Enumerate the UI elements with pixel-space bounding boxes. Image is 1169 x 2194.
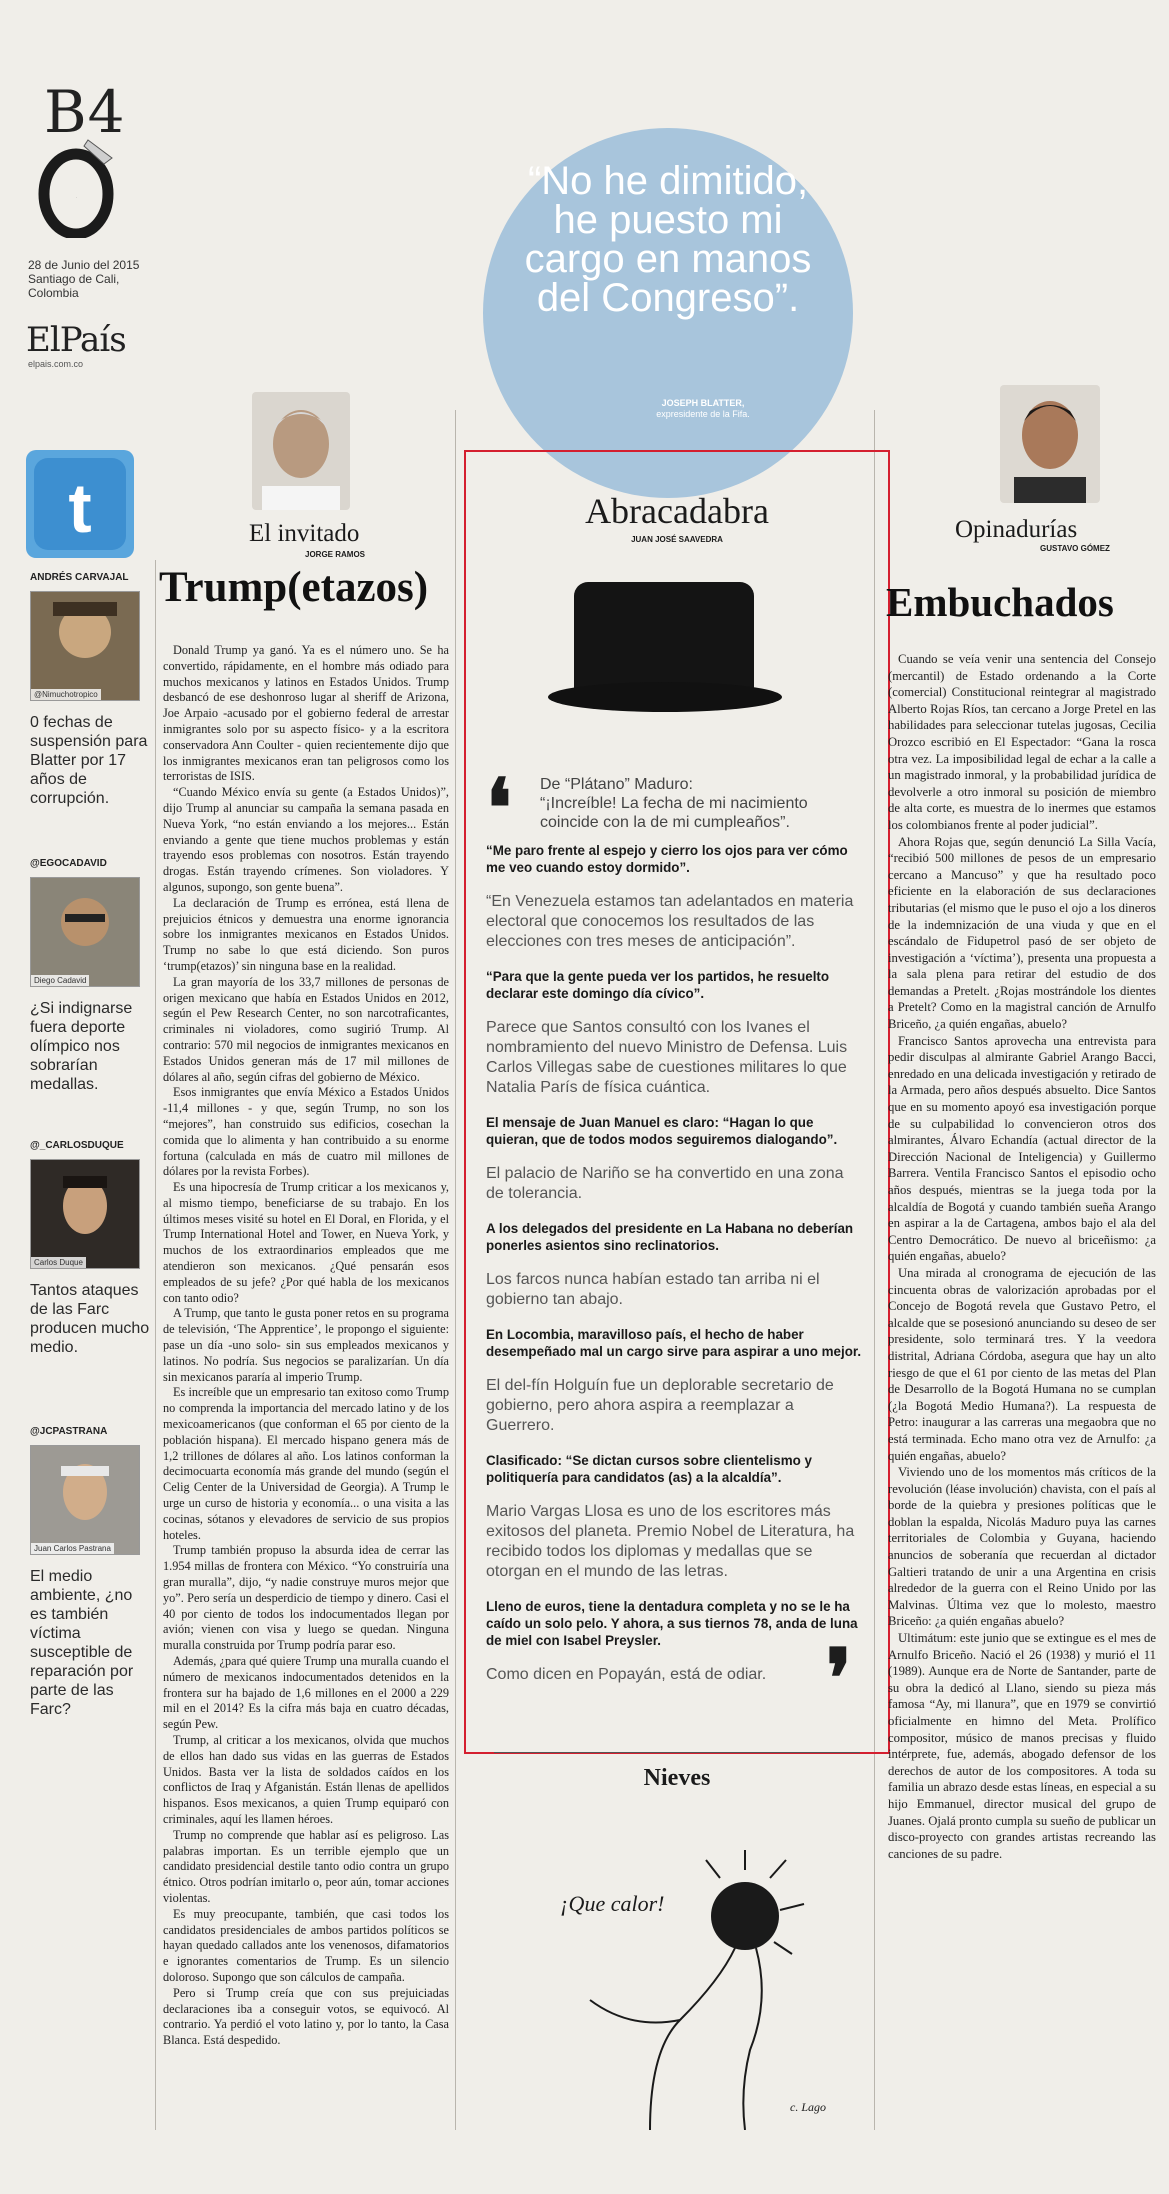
cartoon-signature: c. Lago [790, 2100, 826, 2114]
article-paragraph: Francisco Santos aprovecha una entrevista para pedir disculpas al almirante Gabriel Arango Bacci, enredado en una delicada investigación y retirado de la Armada, pero años después absuelto. Dice Santos que en su momento apoyó esa investigación porque de su culpabilidad lo convencieron otros dos almirantes, Álvaro Echandía (actual director de la Dirección Nacional de Inteligencia) y Guillermo Barrera. Ventila Francisco Santos el episodio ocho años después, mientras se la juega toda por la alcaldía de Bogotá y cuando también sueña Arango en aspirar a la de Cartagena, ambos bajo el ala del Centro Democrático. De nuevo al briceñismo: ¿a quién engañas, abuelo? [888, 1033, 1156, 1264]
center-item: “Me paro frente al espejo y cierro los ojos para ver cómo me veo cuando estoy dormido”. [486, 843, 848, 875]
cartoon-speech: ¡Que calor! [560, 1891, 665, 1916]
center-item: El del-fín Holguín fue un deplorable secretario de gobierno, pero ahora aspira a reemplazar a Guerrero. [486, 1377, 834, 1434]
article-headline: Embuchados [886, 579, 1114, 625]
article-paragraph: Donald Trump ya ganó. Ya es el número uno. Se ha convertido, rápidamente, en el hombre más odiado para muchos mexicanos y latinos en Estados Unidos. Trump desbancó de ese deshonroso lugar al sheriff de Arizona, Joe Arpaio -acusado por el gobierno federal de arrestar inmigrantes solo por su aspecto físico- y a la escritora conservadora Ann Coulter - quien recientemente dijo que los inmigrantes mexicanos eran tan peligrosos como los terroristas de ISIS. [163, 643, 449, 784]
article-body [163, 643, 449, 2049]
close-quote-icon: ❜ [826, 1636, 852, 1724]
article-paragraph: A Trump, que tanto le gusta poner retos en su programa de televisión, ‘The Apprentice’, le propongo el siguiente: pase un día -uno solo- sin sus empleados mexicanos y latinos. No podría. Sus negocios se paralizarían. Un día sin mexicanos pararía al imperio Trump. [163, 1306, 449, 1384]
article-body [888, 651, 1156, 1862]
center-item: El palacio de Nariño se ha convertido en una zona de tolerancia. [486, 1165, 844, 1202]
center-item: Clasificado: “Se dictan cursos sobre clientelismo y politiquería para candidatos (as) a la alcaldía”. [486, 1453, 812, 1485]
quote-author-role: expresidente de la Fifa. [656, 409, 750, 419]
pull-quote: “No he dimitido, he puesto mi cargo en manos del Congreso”. [524, 159, 812, 320]
column-section-title: Opinadurías [955, 516, 1078, 543]
article-paragraph: Cuando se veía venir una sentencia del Consejo (mercantil) de Estado ordenando a la Corte (comercial) Constitucional reintegrar al magistrado Alberto Rojas Ríos, tan cercano a Jorge Pretel en las habilidades para seleccionar tutelas jugosas, Cecilia Orozco escribió en El Espectador: “Gana la rosca otra vez. La imposibilidad legal de echar a la calle a un magistrado inmoral, y la probabilidad jurídica de devolverle a otro inmoral su posición de miembro de alta corte, es muestra de lo inermes que estamos los colombianos frente al poder judicial”. [888, 652, 1156, 832]
center-item: En Locombia, maravilloso país, el hecho de haber desempeñado mal un cargo sirve para aspirar a uno mejor. [486, 1327, 862, 1359]
cartoon-drawing [530, 1830, 860, 2130]
sidebar-item [30, 858, 150, 1094]
sidebar-item [30, 1426, 150, 1719]
article-paragraph: Ahora Rojas que, según denunció La Silla Vacía, “recibió 500 millones de pesos de un empresario cercano a Mancuso” y que ha resultado poco eficiente en la elaboración de sus declaraciones tributarias (el mismo que le puso el ojo a los dineros de la indemnización de una viuda y que en el escándalo de Fidupetrol pasó de ser objeto de investigación a ‘víctima’), presenta una propuesta a la sala plena para retirar del estudio de dos demandas a Pretelt. ¿Rojas mostrándole los dientes a Pretelt? Como en la magistral canción de Arnulfo Briceño, ¿a quién engañas, abuelo? [888, 834, 1156, 1032]
sidebar-text: 0 fechas de suspensión para Blatter por 17 años de corrupción. [30, 714, 148, 807]
article-paragraph: Trump no comprende que hablar así es peligroso. Las palabras importan. Es un terrible ejemplo que un candidato presidencial destile tanto odio contra un grupo étnico. Otros podrían imitarlo o, peor aún, tomar acciones violentas. [163, 1827, 449, 1905]
quote-attribution [603, 398, 803, 420]
article-paragraph: Viviendo uno de los momentos más críticos de la revolución (léase involución) chavista, con el país al borde de la quiebra y presiones políticas que le doblan la espalda, Nicolás Maduro puya las carnes territoriales de Colombia y Guyana, haciendo anuncios de soberanía que recuerdan al dictador Galtieri tratando de unir a una Argentina en crisis alrededor de la guerra con el Reino Unido por las Malvinas. Última vez que lo molesto, maestro Briceño: ¿a quién engañas abuelo? [888, 1465, 1156, 1629]
section-logo [36, 138, 126, 238]
photo-caption: @Nimuchotropico [31, 689, 101, 700]
article-paragraph: “Cuando México envía su gente (a Estados Unidos)”, dijo Trump al anunciar su campaña la semana pasada en Nueva York, “no están enviando a los mejores... Están enviando a gente que tiene muchos problemas y están trayendo esos problemas con nosotros. Están trayendo drogas. Están trayendo crímenes. Son violadores. Y algunos, supongo, son gente buena”. [163, 785, 449, 894]
sidebar-handle: @EGOCADAVID [30, 858, 107, 869]
photo-caption: Carlos Duque [31, 1257, 86, 1268]
newspaper-name: ElPaís [26, 320, 126, 360]
article-paragraph: Esos inmigrantes que envía México a Estados Unidos -11,4 millones - y que, según Trump, no son los “mejores”, han construido sus edificios, cosechan la comida que lo alimenta y han contribuido a su enorme fortuna (calculada en más de cuatro mil millones de dólares por la revista Forbes). [163, 1085, 449, 1179]
sidebar-handle: @JCPASTRANA [30, 1426, 108, 1437]
article-paragraph: Trump también propuso la absurda idea de cerrar las 1.954 millas de frontera con México. “Yo construiría una gran muralla”, dijo, “y nadie construye muros mejor que yo”. Pero sería un desperdicio de tiempo y dinero. Casi el 40 por ciento de todos los indocumentados llegan por avión; vienen con visa y luego se quedan. Ninguna muralla construida por Trump podría parar eso. [163, 1543, 449, 1653]
center-item: Como dicen en Popayán, está de odiar. [486, 1666, 767, 1683]
sidebar-text: Tantos ataques de las Farc producen mucho medio. [30, 1282, 150, 1356]
top-hat-icon [574, 582, 754, 692]
sidebar-item [30, 1140, 150, 1357]
center-item: Los farcos nunca habían estado tan arriba ni el gobierno tan abajo. [486, 1271, 820, 1308]
center-item: Lleno de euros, tiene la dentadura completa y no se le ha caído un solo pelo. Y ahora, a sus tiernos 78, anda de luna de miel con Isabel Preysler. [486, 1599, 858, 1648]
sidebar-handle: @_CARLOSDUQUE [30, 1140, 124, 1151]
photo-caption: Diego Cadavid [31, 975, 89, 986]
article-paragraph: Ultimátum: este junio que se extingue es el mes de Arnulfo Briceño. Nació el 26 (1938) y murió el 11 (1989). Aunque era de Norte de Santander, parte de su obra la dedicó al Llano, siendo su pieza más famosa “Ay, mi llanura”, que en 1979 se convirtió oficialmente en himno del Meta. Prolífico compositor, músico de manos precisas y fluido intérprete, fue, además, abogado defensor de los derechos de autor de los compositores. A toda su familia un abrazo desde estas líneas, en especial a su hijo Emmanuel, director musical del grupo de Juanes. Ojalá pronto cumpla su sueño de publicar un disco-proyecto con grandes artistas recreando las canciones de su padre. [888, 1631, 1156, 1861]
newspaper-url: elpais.com.co [28, 359, 84, 369]
column-section-title: El invitado [249, 520, 360, 547]
open-quote-icon: ❛ [486, 766, 512, 854]
article-paragraph: Es muy preocupante, también, que casi todos los candidatos presidenciales de ambos partidos políticos se hayan quedado callados ante los venenosos, difamatorios e ignorantes comentarios de Trump. Es un silencio doloroso. Supongo que son cálculos de campaña. [163, 1906, 449, 1984]
author-photo [1000, 385, 1100, 503]
center-item: Mario Vargas Llosa es uno de los escritores más exitosos del planeta. Premio Nobel de Literatura, ha recibido todos los diplomas y medallas que se otorgan en el mundo de las letras. [486, 1503, 855, 1580]
hat-brim [548, 682, 782, 712]
section-letter: O [76, 198, 77, 199]
svg-text:t: t [68, 469, 92, 547]
center-item: El mensaje de Juan Manuel es claro: “Hagan lo que quieran, que de todos modos seguiremos dialogando”. [486, 1115, 838, 1147]
cartoon-title: Nieves [643, 1765, 711, 1791]
photo-caption: Juan Carlos Pastrana [31, 1543, 114, 1554]
article-paragraph: La declaración de Trump es errónea, está llena de prejuicios étnicos y demuestra una enorme ignorancia sobre los inmigrantes mexicanos en Estados Unidos. Trump no sabe lo que está diciendo. Son puros ‘trump(etazos)’ sin ninguna base en la realidad. [163, 895, 449, 973]
author-photo [252, 392, 350, 510]
center-item: Parece que Santos consultó con los Ivanes el nombramiento del nuevo Ministro de Defensa. Luis Carlos Villegas sabe de cuestiones militares lo que Natalia París de física cuántica. [486, 1019, 848, 1096]
quote-author: JOSEPH BLATTER, [661, 398, 745, 408]
avatar [30, 1159, 140, 1269]
lead-line: De “Plátano” Maduro: [540, 776, 693, 793]
center-title: Abracadabra [585, 491, 769, 531]
twitter-icon [26, 450, 134, 558]
center-author: JUAN JOSÉ SAAVEDRA [631, 535, 723, 544]
sidebar-text: El medio ambiente, ¿no es también víctima susceptible de reparación por parte de las Farc? [30, 1568, 134, 1718]
article-paragraph: Además, ¿para qué quiere Trump una muralla cuando el número de mexicanos indocumentados detenidos en la frontera sur ha bajado de 1,6 millones en el 2000 a 229 mil en el 2014? Es la cifra más baja en cuatro décadas, según Pew. [163, 1654, 449, 1732]
avatar [30, 877, 140, 987]
dateline: 28 de Junio del 2015 Santiago de Cali, Colombia [28, 258, 140, 300]
sidebar-item [30, 572, 150, 808]
avatar [30, 1445, 140, 1555]
article-paragraph: La gran mayoría de los 33,7 millones de personas de origen mexicano que había en Estados Unidos en 2012, según el Pew Research Center, no son narcotraficantes, criminales ni violadores, como sugirió Trump. Al contrario: 570 mil negocios de inmigrantes mexicanos en Estados Unidos generan más de 17 mil millones de dólares al año, según cifras del gobierno de México. [163, 974, 449, 1084]
center-item: “Para que la gente pueda ver los partidos, he resuelto declarar este domingo día cívico”. [486, 969, 830, 1001]
article-paragraph: Una mirada al cronograma de ejecución de las cincuenta obras de valorización aprobadas por el Concejo de Bogotá revela que Gustavo Petro, el alcalde que se posesionó anunciando su deseo de ser presidente, solo terminará tres. Y la veedora distrital, Adriana Córdoba, asegura que hay un alto riesgo de que el 61 por ciento de las metas del Plan de Desarrollo de la Bogotá Humana no se cumplan (¿la Bogotá Medio Humana?). La respuesta de Petro: inaugurar a las carreras una megaobra que no está terminada. Echo mano otra vez de Arnulfo: ¿a quién engañas, abuelo? [888, 1265, 1156, 1463]
center-item: A los delegados del presidente en La Habana no deberían ponerles asientos sino reclinatorios. [486, 1221, 854, 1253]
article-paragraph: Es una hipocresía de Trump criticar a los mexicanos y, al mismo tiempo, beneficiarse de su trabajo. En los últimos meses visité su hotel en El Doral, en Florida, y el Trump International Hotel and Tower, en Nueva York, y muchos de los extraordinarios empleados que me atendieron son mexicanos. ¿Qué pensarán esos empleados de su jefe? ¿Por qué habla de los mexicanos con tanto odio? [163, 1180, 449, 1305]
avatar [30, 591, 140, 701]
article-paragraph: Pero si Trump creía que con sus prejuiciadas declaraciones iba a conseguir votos, se equivocó. Al contrario. Ya perdió el voto latino y, por lo tanto, la Casa Blanca. Está despedido. [163, 1985, 449, 2048]
article-paragraph: Trump, al criticar a los mexicanos, olvida que muchos de ellos han dado sus vidas en las guerras de Estados Unidos. Basta ver la lista de soldados caídos en los conflictos de Iraq y Afganistán. Están llenas de apellidos hispanos. Esos mexicanos, a quien Trump equiparó con criminales, aquí les llamen héroes. [163, 1732, 449, 1826]
center-item: “En Venezuela estamos tan adelantados en materia electoral que conocemos los resultados de las elecciones con tres meses de anticipación”. [486, 893, 854, 950]
column-author: JORGE RAMOS [305, 550, 366, 559]
center-items [486, 842, 862, 1701]
column-author: GUSTAVO GÓMEZ [1040, 544, 1110, 553]
article-paragraph: Es increíble que un empresario tan exitoso como Trump no comprenda la importancia del mercado latino y de los mexicoamericanos (que conforman el 65 por ciento de la población hispana). El mercado hispano genera más de 1,2 trillones de dólares al año. Los latinos conforman la decimocuarta economía más grande del mundo (según el Celig Center de la Universidad de Georgia). A Trump le urge un curso de historia y economía... o una visita a las cocinas, sótanos y elevadores de servicio de sus propios hoteles. [163, 1385, 449, 1542]
page-code: B4 [44, 78, 126, 146]
center-lead [540, 775, 860, 832]
lead-line: “¡Increíble! La fecha de mi nacimiento coincide con la de mi cumpleaños”. [540, 795, 808, 831]
sidebar-text: ¿Si indignarse fuera deporte olímpico nos sobrarían medallas. [30, 1000, 133, 1093]
article-headline: Trump(etazos) [159, 564, 429, 611]
sidebar-handle: ANDRÉS CARVAJAL [30, 572, 129, 583]
